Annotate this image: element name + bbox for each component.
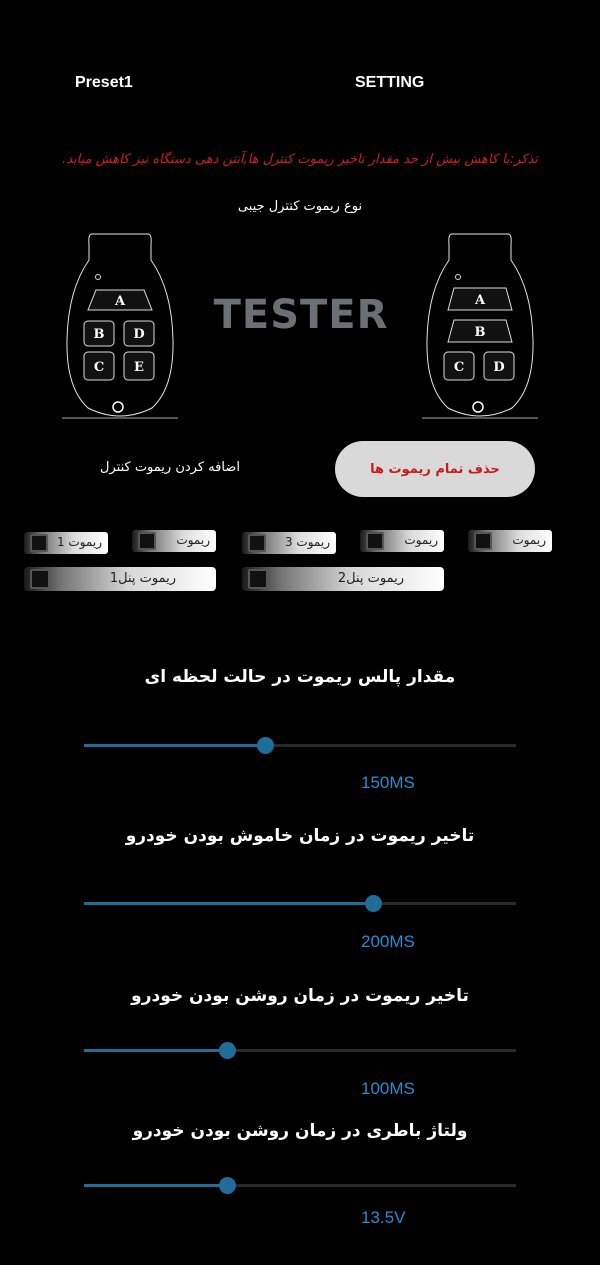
- fob-button-b[interactable]: B: [93, 327, 105, 342]
- slider-fill: [84, 1049, 227, 1052]
- fob-button-e[interactable]: E: [134, 360, 144, 375]
- delay-on-value: 100MS: [361, 1079, 415, 1098]
- remote-slot-checkbox[interactable]: [30, 534, 48, 552]
- battery-voltage-setting-title: ولتاژ باطری در زمان روشن بودن خودرو: [132, 1121, 468, 1141]
- delete-all-remotes-button[interactable]: حذف تمام ریموت ها: [335, 441, 535, 497]
- remote-slot-4[interactable]: [360, 530, 444, 552]
- panel-slot-checkbox[interactable]: [248, 569, 268, 589]
- pulse-slider[interactable]: [84, 744, 516, 747]
- fob-button-c[interactable]: C: [93, 360, 105, 375]
- fob-button-a[interactable]: A: [114, 294, 126, 309]
- slider-fill: [84, 902, 373, 905]
- delay-on-setting-title: تاخیر ریموت در زمان روشن بودن خودرو: [131, 986, 469, 1006]
- fob-button-a[interactable]: A: [474, 293, 486, 308]
- remote-slot-3[interactable]: [242, 532, 336, 554]
- fob-button-d[interactable]: D: [133, 327, 145, 342]
- remote-slot-1[interactable]: [24, 532, 108, 554]
- slider-thumb[interactable]: [257, 737, 274, 754]
- slider-thumb[interactable]: [365, 895, 382, 912]
- remote-type-label: نوع ریموت کنترل جیبی: [237, 199, 363, 214]
- remote-fob-4-buttons[interactable]: [418, 230, 542, 420]
- panel-slot-label: ریموت پنل1: [109, 571, 176, 586]
- panel-slot-label: ریموت پنل2: [337, 571, 404, 586]
- pulse-setting-title: مقدار پالس ریموت در حالت لحظه ای: [144, 667, 456, 687]
- fob-button-b[interactable]: B: [474, 325, 486, 340]
- delay-off-setting-title: تاخیر ریموت در زمان خاموش بودن خودرو: [125, 826, 475, 846]
- setting-tab[interactable]: SETTING: [355, 74, 425, 91]
- slider-fill: [84, 744, 265, 747]
- remote-slot-checkbox[interactable]: [366, 532, 384, 550]
- remote-fob-5-buttons[interactable]: [58, 230, 182, 420]
- warning-text: تذکر:با کاهش بیش از حد مقدار تاخیر ریموت کنترل ها,آنتن دهی دستگاه نیز کاهش میابد.: [62, 152, 538, 167]
- delay-off-slider[interactable]: [84, 902, 516, 905]
- preset-tab[interactable]: Preset1: [75, 74, 133, 91]
- pulse-value: 150MS: [361, 773, 415, 792]
- remote-slot-label: ریموت: [404, 533, 438, 547]
- add-remote-label[interactable]: اضافه کردن ریموت کنترل: [100, 460, 240, 475]
- panel-slot-2[interactable]: [242, 567, 444, 591]
- tester-label[interactable]: TESTER: [213, 292, 389, 338]
- slider-thumb[interactable]: [219, 1042, 236, 1059]
- battery-voltage-value: 13.5V: [361, 1208, 406, 1227]
- remote-slot-label: ریموت: [512, 533, 546, 547]
- battery-voltage-slider[interactable]: [84, 1184, 516, 1187]
- slider-thumb[interactable]: [219, 1177, 236, 1194]
- panel-slot-1[interactable]: [24, 567, 216, 591]
- delay-off-value: 200MS: [361, 932, 415, 951]
- slider-fill: [84, 1184, 227, 1187]
- remote-slot-label: ریموت: [176, 533, 210, 547]
- remote-slot-checkbox[interactable]: [474, 532, 492, 550]
- fob-button-c[interactable]: C: [453, 360, 465, 375]
- remote-slot-label: ریموت 3: [284, 535, 330, 549]
- remote-slot-label: ریموت 1: [56, 535, 102, 549]
- remote-slot-checkbox[interactable]: [248, 534, 266, 552]
- panel-slot-checkbox[interactable]: [30, 569, 50, 589]
- remote-slot-checkbox[interactable]: [138, 532, 156, 550]
- remote-slot-5[interactable]: [468, 530, 552, 552]
- fob-button-d[interactable]: D: [493, 360, 505, 375]
- delay-on-slider[interactable]: [84, 1049, 516, 1052]
- remote-slot-2[interactable]: [132, 530, 216, 552]
